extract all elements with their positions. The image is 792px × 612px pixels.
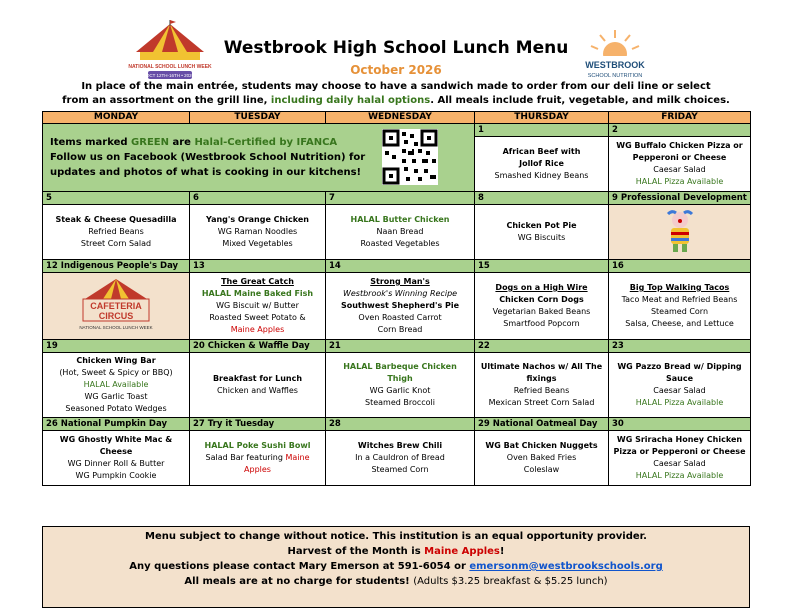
day-tuesday: TUESDAY <box>190 112 326 124</box>
meal-oct-12 <box>43 273 190 340</box>
clown-illustration <box>663 210 697 254</box>
meal-oct-15: Dogs on a High Wire Chicken Corn Dogs Vegetarian Baked Beans Smartfood Popcorn <box>475 273 609 340</box>
meal-oct-8: Chicken Pot Pie WG Biscuits <box>475 205 609 260</box>
intro-line-2: from an assortment on the grill line, including daily halal options. All meals include fruit, vegetable, and milk choices. <box>62 95 730 106</box>
meal-oct-27: HALAL Poke Sushi Bowl Salad Bar featuring Maine Apples <box>190 431 326 486</box>
meal-oct-29: WG Bat Chicken Nuggets Oven Baked Fries Coleslaw <box>475 431 609 486</box>
footer-contact: Any questions please contact Mary Emerson at 591-6054 or emersonm@westbrookschools.org <box>129 561 663 572</box>
meal-oct-16: Big Top Walking Tacos Taco Meat and Refried Beans Steamed Corn Salsa, Cheese, and Lettuce <box>609 273 751 340</box>
intro-line-1: In place of the main entrée, students may choose to have a sandwich made to order from our deli line or select <box>81 81 711 92</box>
svg-text:NATIONAL SCHOOL LUNCH WEEK: NATIONAL SCHOOL LUNCH WEEK <box>128 64 212 70</box>
date-14: 14 <box>326 260 475 273</box>
svg-text:CAFETERIA: CAFETERIA <box>90 301 142 311</box>
svg-text:NATIONAL SCHOOL LUNCH WEEK: NATIONAL SCHOOL LUNCH WEEK <box>79 325 153 330</box>
menu-month: October 2026 <box>350 63 442 77</box>
date-13: 13 <box>190 260 326 273</box>
meal-oct-6: Yang's Orange Chicken WG Raman Noodles Mixed Vegetables <box>190 205 326 260</box>
date-19: 19 <box>43 340 190 353</box>
date-7: 7 <box>326 192 475 205</box>
qr-code[interactable] <box>382 129 438 185</box>
meal-oct-21: HALAL Barbeque Chicken Thigh WG Garlic Knot Steamed Broccoli <box>326 353 475 418</box>
day-wednesday: WEDNESDAY <box>326 112 475 124</box>
day-friday: FRIDAY <box>609 112 751 124</box>
day-monday: MONDAY <box>43 112 190 124</box>
meal-oct-22: Ultimate Nachos w/ All The fixings Refried Beans Mexican Street Corn Salad <box>475 353 609 418</box>
date-15: 15 <box>475 260 609 273</box>
meal-oct-23: WG Pazzo Bread w/ Dipping Sauce Caesar Salad HALAL Pizza Available <box>609 353 751 418</box>
week4-meals <box>43 353 751 418</box>
date-8: 8 <box>475 192 609 205</box>
meal-oct-13: The Great Catch HALAL Maine Baked Fish WG Biscuit w/ Butter Roasted Sweet Potato & Maine Apples <box>190 273 326 340</box>
promo-cell <box>43 124 475 192</box>
date-6: 6 <box>190 192 326 205</box>
page-title: Westbrook High School Lunch Menu <box>223 38 569 58</box>
date-5: 5 <box>43 192 190 205</box>
svg-text:SCHOOL NUTRITION: SCHOOL NUTRITION <box>587 73 643 79</box>
date-21: 21 <box>326 340 475 353</box>
date-26: 26 National Pumpkin Day <box>43 418 190 431</box>
date-9: 9 Professional Development <box>609 192 751 205</box>
footer-disclaimer: Menu subject to change without notice. This institution is an equal opportunity provider. <box>145 531 647 542</box>
svg-text:WESTBROOK: WESTBROOK <box>585 60 645 70</box>
week3-meals <box>43 273 751 340</box>
date-29: 29 National Oatmeal Day <box>475 418 609 431</box>
menu-calendar <box>42 111 751 486</box>
week5-dates <box>43 418 751 431</box>
meal-oct-9 <box>609 205 751 260</box>
week5-meals <box>43 431 751 486</box>
date-28: 28 <box>326 418 475 431</box>
date-16: 16 <box>609 260 751 273</box>
date-12: 12 Indigenous People's Day <box>43 260 190 273</box>
meal-oct-28: Witches Brew Chili In a Cauldron of Bread Steamed Corn <box>326 431 475 486</box>
meal-oct-14: Strong Man's Westbrook's Winning Recipe Southwest Shepherd's Pie Oven Roasted Carrot Corn Bread <box>326 273 475 340</box>
date-22: 22 <box>475 340 609 353</box>
meal-oct-20: Breakfast for Lunch Chicken and Waffles <box>190 353 326 418</box>
week3-dates <box>43 260 751 273</box>
day-thursday: THURSDAY <box>475 112 609 124</box>
meal-oct-1: African Beef with Jollof Rice Smashed Kidney Beans <box>475 137 609 192</box>
menu-footer <box>42 526 750 608</box>
date-2: 2 <box>609 124 751 137</box>
weekday-header-row <box>43 112 751 124</box>
meal-oct-30: WG Sriracha Honey Chicken Pizza or Pepperoni or Cheese Caesar Salad HALAL Pizza Available <box>609 431 751 486</box>
contact-email-link[interactable]: emersonm@westbrookschools.org <box>469 561 663 572</box>
intro-text <box>40 80 752 108</box>
footer-harvest: Harvest of the Month is Maine Apples! <box>287 546 505 557</box>
meal-oct-26: WG Ghostly White Mac & Cheese WG Dinner Roll & Butter WG Pumpkin Cookie <box>43 431 190 486</box>
week1-dates <box>43 124 751 137</box>
meal-oct-19: Chicken Wing Bar (Hot, Sweet & Spicy or BBQ) HALAL Available WG Garlic Toast Seasoned Potato Wedges <box>43 353 190 418</box>
date-20: 20 Chicken & Waffle Day <box>190 340 326 353</box>
promo-text: Items marked GREEN are Halal-Certified by IFANCA Follow us on Facebook (Westbrook School Nutrition) for updates and photos of what is cooking in our kitchens! <box>50 137 366 178</box>
svg-text:OCT 12TH-16TH • 2026: OCT 12TH-16TH • 2026 <box>145 73 195 78</box>
meal-oct-2: WG Buffalo Chicken Pizza or Pepperoni or Cheese Caesar Salad HALAL Pizza Available <box>609 137 751 192</box>
footer-pricing: All meals are at no charge for students! (Adults $3.25 breakfast & $5.25 lunch) <box>184 576 608 587</box>
westbrook-nutrition-logo <box>572 28 658 80</box>
date-23: 23 <box>609 340 751 353</box>
date-1: 1 <box>475 124 609 137</box>
svg-text:CIRCUS: CIRCUS <box>98 311 134 321</box>
cafeteria-circus-logo <box>71 277 161 335</box>
week2-dates <box>43 192 751 205</box>
meal-oct-7: HALAL Butter Chicken Naan Bread Roasted Vegetables <box>326 205 475 260</box>
date-27: 27 Try it Tuesday <box>190 418 326 431</box>
week4-dates <box>43 340 751 353</box>
menu-header <box>0 0 792 110</box>
week2-meals <box>43 205 751 260</box>
date-30: 30 <box>609 418 751 431</box>
meal-oct-5: Steak & Cheese Quesadilla Refried Beans Street Corn Salad <box>43 205 190 260</box>
